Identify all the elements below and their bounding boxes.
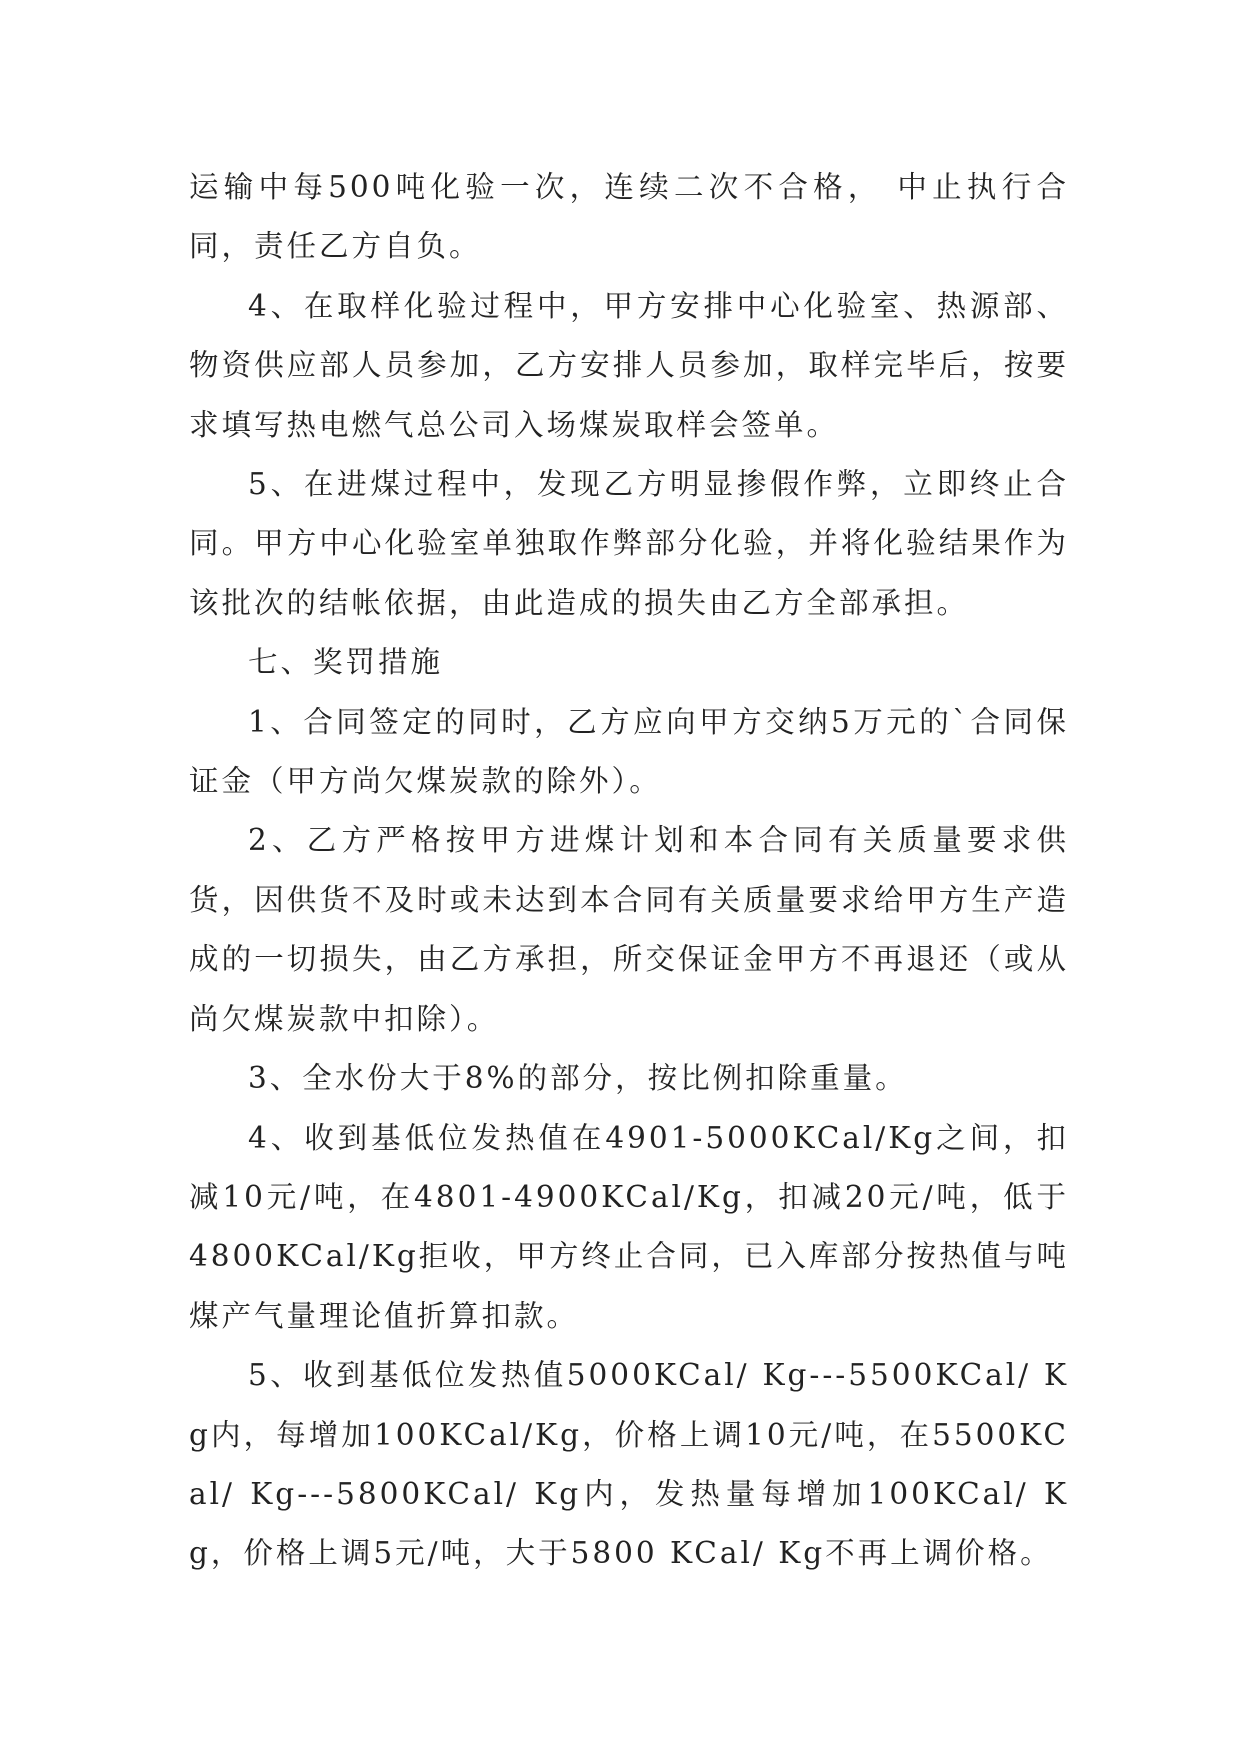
paragraph-clause-1-deposit: 1、合同签定的同时，乙方应向甲方交纳5万元的`合同保证金（甲方尚欠煤炭款的除外）。 bbox=[189, 704, 1069, 799]
section-heading-rewards-penalties: 七、奖罚措施 bbox=[248, 645, 444, 680]
paragraph-clause-2-supply: 2、乙方严格按甲方进煤计划和本合同有关质量要求供货，因供货不及时或未达到本合同有关质量要求给甲方生产造成的一切损失，由乙方承担，所交保证金甲方不再退还（或从尚欠煤炭款中扣除）。 bbox=[189, 823, 1069, 1036]
contract-body bbox=[189, 158, 1069, 1584]
paragraph-clause-4-calorific-deduction: 4、收到基低位发热值在4901-5000KCal/Kg之间，扣减10元/吨，在4801-4900KCal/Kg，扣减20元/吨，低于4800KCal/Kg拒收，甲方终止合同，已入库部分按热值与吨煤产气量理论值折算扣款。 bbox=[189, 1120, 1069, 1333]
paragraph-continuation: 运输中每500吨化验一次，连续二次不合格， 中止执行合同，责任乙方自负。 bbox=[189, 170, 1069, 264]
paragraph-clause-4-sampling: 4、在取样化验过程中，甲方安排中心化验室、热源部、物资供应部人员参加，乙方安排人员参加，取样完毕后，按要求填写热电燃气总公司入场煤炭取样会签单。 bbox=[189, 288, 1069, 442]
paragraph-clause-3-moisture: 3、全水份大于8%的部分，按比例扣除重量。 bbox=[248, 1061, 908, 1096]
paragraph-clause-5-fraud: 5、在进煤过程中，发现乙方明显掺假作弊，立即终止合同。甲方中心化验室单独取作弊部分化验，并将化验结果作为该批次的结帐依据，由此造成的损失由乙方全部承担。 bbox=[189, 467, 1069, 620]
paragraph-clause-5-calorific-bonus: 5、收到基低位发热值5000KCal/ Kg---5500KCal/ Kg内，每增加100KCal/Kg，价格上调10元/吨，在5500KCal/ Kg---5800KCal/ Kg内，发热量每增加100KCal/ Kg，价格上调5元/吨，大于5800 KCal/ Kg不再上调价格。 bbox=[189, 1358, 1069, 1571]
